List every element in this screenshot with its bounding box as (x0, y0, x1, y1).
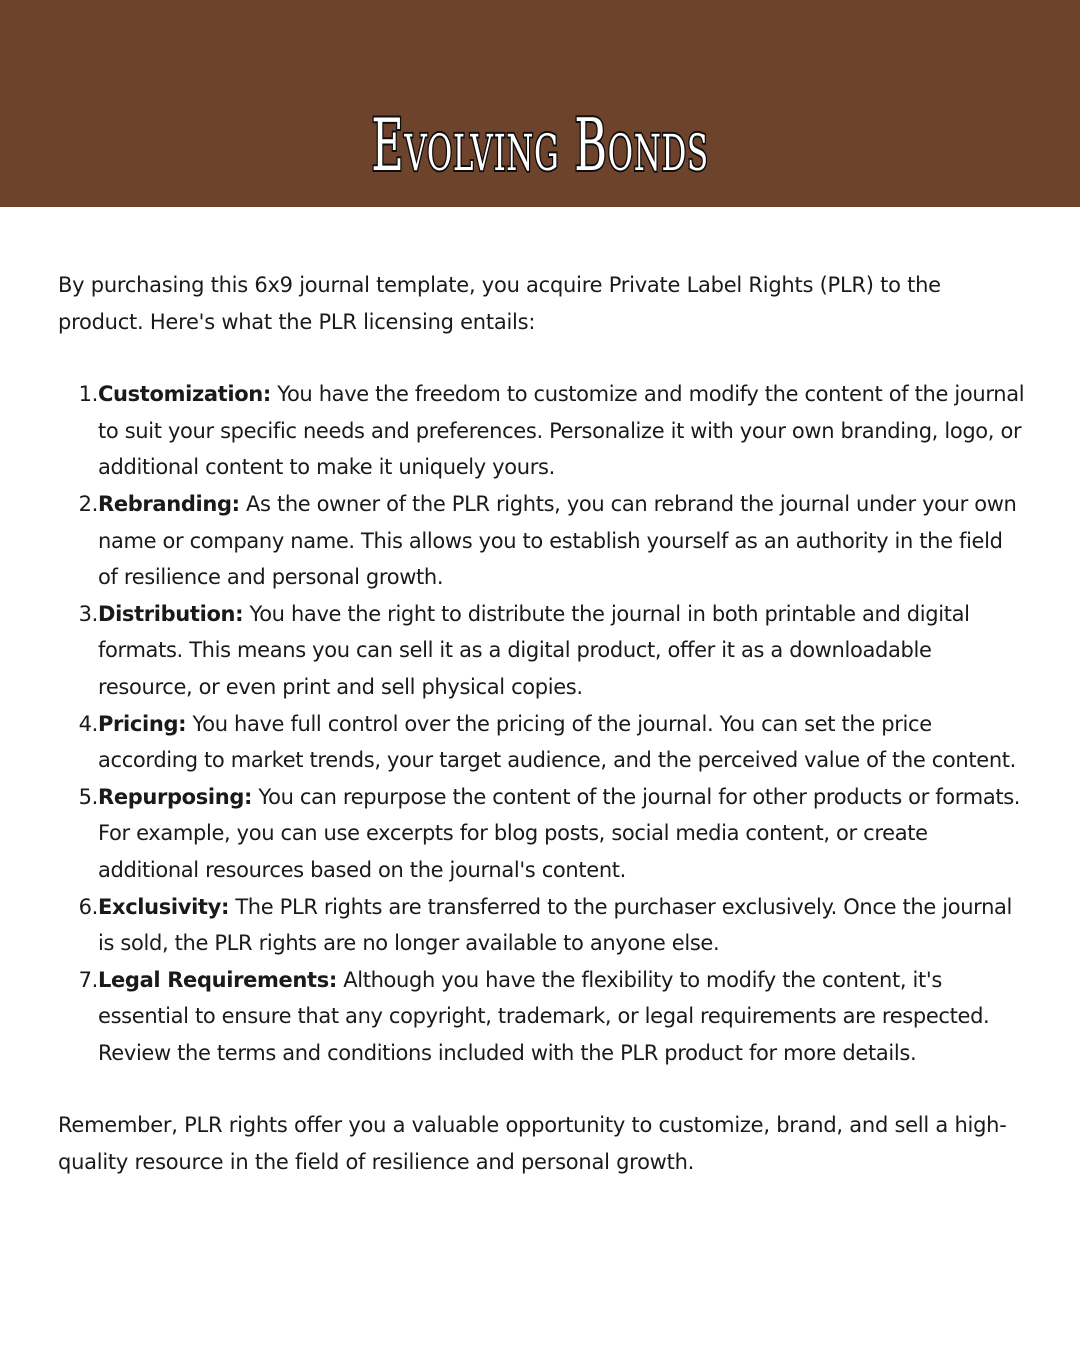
license-content (58, 267, 1026, 1181)
closing-paragraph: Remember, PLR rights offer you a valuable opportunity to customize, brand, and sell a high-quality resource in the field of resilience and personal growth. (58, 1113, 1007, 1175)
list-item (58, 889, 1026, 962)
item-body (98, 376, 1026, 486)
item-number: 2. (78, 491, 98, 516)
list-item (58, 706, 1026, 779)
item-title: Distribution: (98, 601, 244, 626)
intro-paragraph: By purchasing this 6x9 journal template, you acquire Private Label Rights (PLR) to the product. Here's what the PLR licensing entails: (58, 273, 941, 334)
item-title: Customization: (98, 382, 271, 407)
item-text: Although you have the flexibility to modify the content, it's essential to ensure that any copyright, trademark, or legal requirements are respected. Review the terms and conditions included with the PLR product for more details. (98, 967, 990, 1065)
item-text: You have full control over the pricing of the journal. You can set the price according to market trends, your target audience, and the perceived value of the content. (98, 711, 1016, 773)
item-title: Exclusivity: (98, 894, 229, 919)
page-title: Evolving Bonds (371, 103, 709, 187)
item-text: You have the freedom to customize and modify the content of the journal to suit your specific needs and preferences. Personalize it with your own branding, logo, or additional content to make it uniquely yours. (98, 382, 1025, 480)
item-body (98, 889, 1026, 962)
item-body (98, 962, 1026, 1072)
item-title: Rebranding: (98, 491, 240, 516)
item-number: 6. (78, 894, 98, 919)
list-item (58, 962, 1026, 1072)
list-item (58, 486, 1026, 596)
item-text: You can repurpose the content of the journal for other products or formats. For example, you can use excerpts for blog posts, social media content, or create additional resources based on the journal's content. (98, 784, 1021, 882)
item-text: You have the right to distribute the journal in both printable and digital formats. This means you can sell it as a digital product, offer it as a downloadable resource, or even print and sell physical copies. (98, 601, 970, 699)
item-body (98, 779, 1026, 889)
item-body (98, 596, 1026, 706)
license-terms-list (58, 376, 1026, 1071)
list-item (58, 779, 1026, 889)
item-number: 7. (78, 967, 98, 992)
item-body (98, 706, 1026, 779)
item-text: The PLR rights are transferred to the purchaser exclusively. Once the journal is sold, the PLR rights are no longer available to anyone else. (98, 894, 1013, 956)
item-title: Legal Requirements: (98, 967, 337, 992)
item-number: 3. (78, 601, 98, 626)
item-title: Pricing: (98, 711, 187, 736)
item-number: 4. (78, 711, 98, 736)
item-number: 1. (78, 382, 98, 407)
item-text: As the owner of the PLR rights, you can rebrand the journal under your own name or company name. This allows you to establish yourself as an authority in the field of resilience and personal growth. (98, 491, 1017, 590)
item-body (98, 486, 1026, 596)
list-item (58, 596, 1026, 706)
item-title: Repurposing: (98, 784, 253, 809)
item-number: 5. (78, 784, 98, 809)
list-item (58, 376, 1026, 486)
